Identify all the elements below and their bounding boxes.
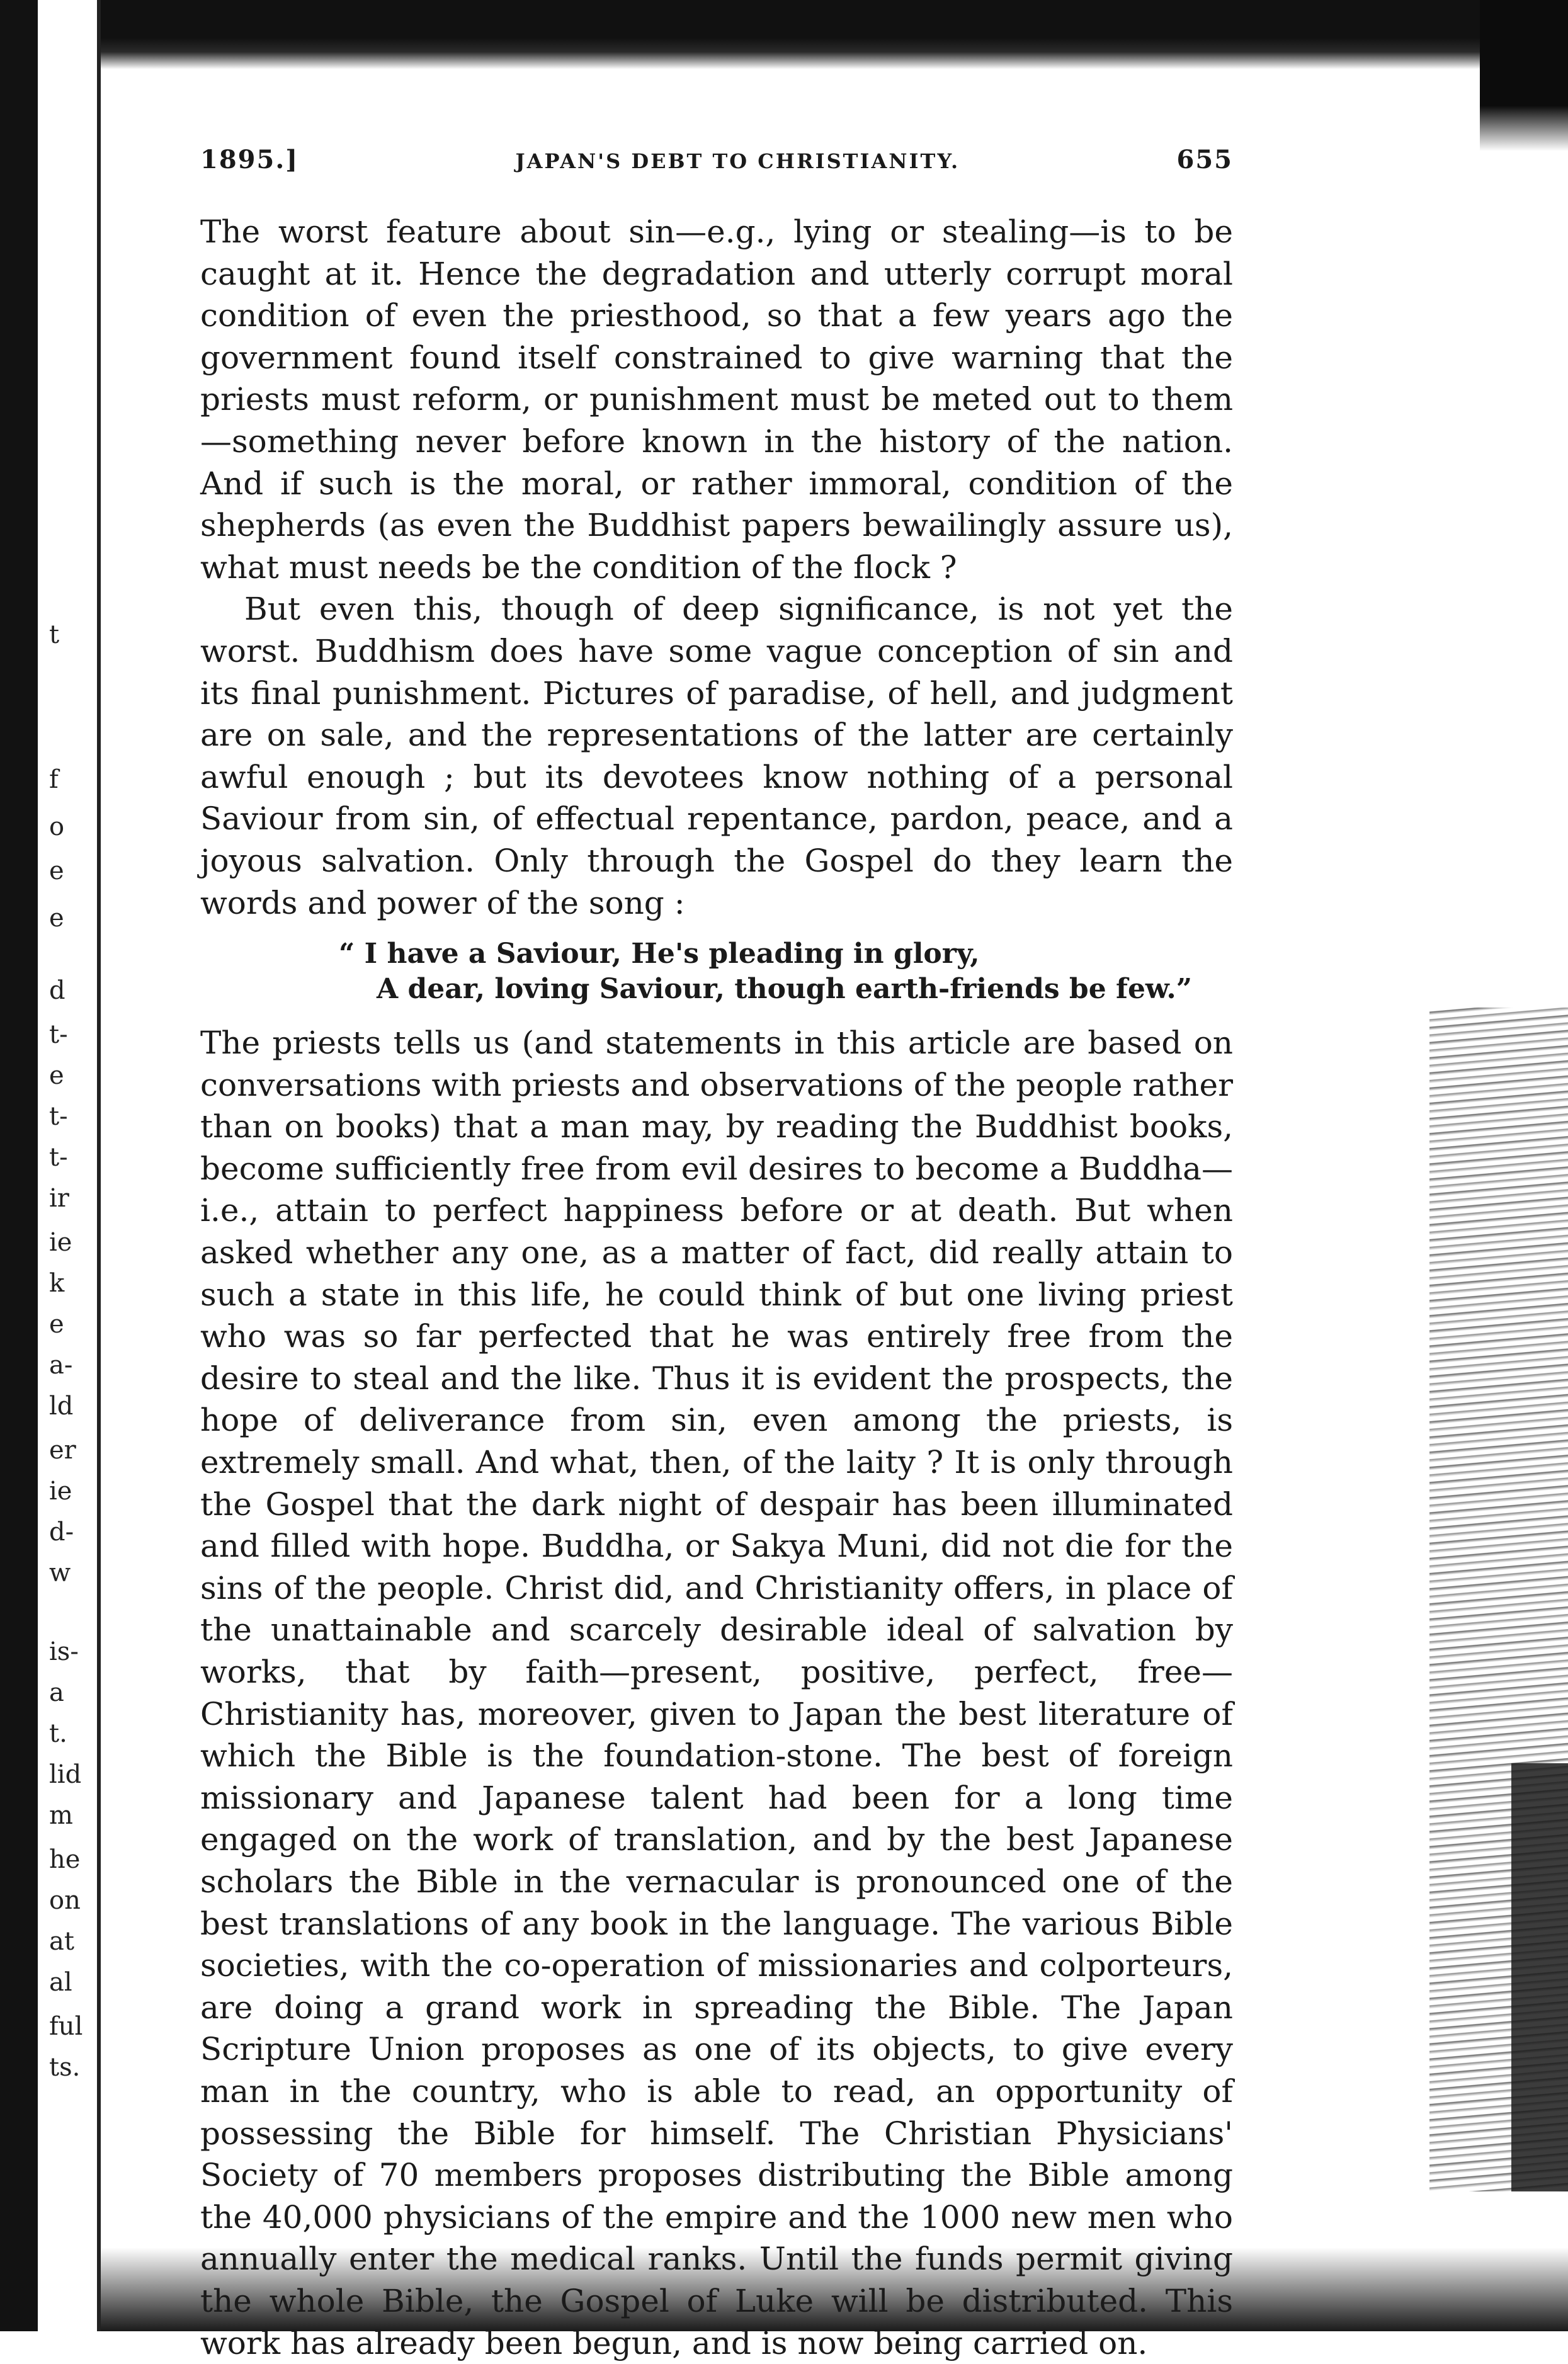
fragment: ie bbox=[49, 1228, 72, 1257]
fragment: d bbox=[49, 976, 65, 1005]
fragment: m bbox=[49, 1801, 73, 1830]
fragment: at bbox=[49, 1927, 74, 1956]
fragment: d- bbox=[49, 1518, 74, 1547]
fragment: e bbox=[49, 856, 64, 885]
fragment: t. bbox=[49, 1719, 67, 1748]
fragment: he bbox=[49, 1845, 81, 1874]
fragment: ir bbox=[49, 1184, 69, 1213]
verse-quotation bbox=[339, 936, 1233, 1007]
fragment: ful bbox=[49, 2012, 83, 2041]
paragraph: The worst feature about sin—e.g., lying or stealing—is to be caught at it. Hence the degradation and utterly corrupt moral condition of even the priesthood, so that a few years ago the government found itself constrained to give warning that the priests must reform, or punishment must be meted out to them—something never before known in the history of the nation. And if such is the moral, or rather immoral, condition of the shepherds (as even the Buddhist papers bewailingly assure us), what must needs be the condition of the flock ? bbox=[200, 213, 1233, 586]
scan-right-edge-shadow bbox=[1511, 1763, 1568, 2204]
fragment: e bbox=[49, 1061, 64, 1090]
fragment: e bbox=[49, 904, 64, 933]
fragment: er bbox=[49, 1436, 76, 1465]
verse-line: “ I have a Saviour, He's pleading in glory, bbox=[339, 938, 980, 970]
fragment: t- bbox=[49, 1020, 68, 1049]
fragment: t bbox=[49, 620, 60, 649]
fragment: is- bbox=[49, 1637, 79, 1666]
fragment: al bbox=[49, 1968, 72, 1997]
paragraph: The priests tells us (and statements in this article are based on conversations with priests and observations of the people rather than on books) that a man may, by reading the Buddhist books, become sufficiently free from evil desires to become a Buddha—i.e., attain to perfect happiness before or at death. But when asked whether any one, as a matter of fact, did really attain to such a state in this life, he could think of but one living priest who was so far perfected that he was entirely free from the desire to steal and the like. Thus it is evident the prospects, the hope of deliverance from sin, even among the priests, is extremely small. And what, then, of the laity ? It is only through the Gospel that the dark night of despair has been illuminated and filled with hope. Buddha, or Sakya Muni, did not die for the sins of the people. Christ did, and Christianity offers, in place of the unattainable and scarcely desirable ideal of salvation by works, that by faith—present, positive, perfect, free—Christianity has, moreover, given to Japan the best literature of which the Bible is the foundation-stone. The best of foreign missionary and Japanese talent had been for a long time engaged on the work of translation, and by the best Japanese scholars the Bible in the vernacular is pronounced one of the best translations of any book in the language. The various Bible societies, with the co-operation of missionaries and colporteurs, are doing a grand work in spreading the Bible. The Japan Scripture Union proposes as one of its objects, to give every man in the country, who is able to read, an opportunity of possessing the Bible for himself. The Christian Physicians' Society of 70 members proposes distributing the Bible among the 40,000 physicians of the empire and the 1000 new men who annually enter the medical ranks. Until the funds permit giving the whole Bible, the Gospel of Luke will be distributed. This work has already been begun, and is now being carried on. bbox=[200, 1025, 1233, 2361]
fragment: lid bbox=[49, 1760, 82, 1789]
facing-page-fragments bbox=[43, 0, 101, 2331]
fragment: on bbox=[49, 1886, 81, 1915]
paragraph: But even this, though of deep significance, is not yet the worst. Buddhism does have some vague conception of sin and its final punishment. Pictures of paradise, of hell, and judgment are on sale, and the representations of the latter are certainly awful enough ; but its devotees know nothing of a personal Saviour from sin, of effectual repentance, pardon, peace, and a joyous salvation. Only through the Gospel do they learn the words and power of the song : bbox=[200, 591, 1233, 921]
running-header bbox=[200, 145, 1233, 174]
scan-top-shadow bbox=[0, 0, 1568, 69]
fragment: f bbox=[49, 765, 59, 794]
fragment: ie bbox=[49, 1477, 72, 1506]
fragment: e bbox=[49, 1310, 64, 1339]
verse-line: A dear, loving Saviour, though earth-friends be few.” bbox=[377, 973, 1193, 1006]
fragment: k bbox=[49, 1269, 65, 1298]
scan-top-right-shadow bbox=[1480, 0, 1568, 151]
header-title: JAPAN'S DEBT TO CHRISTIANITY. bbox=[515, 149, 960, 173]
fragment: t- bbox=[49, 1143, 68, 1172]
page-body bbox=[200, 145, 1233, 2364]
page-number: 655 bbox=[1176, 145, 1233, 174]
fragment: t- bbox=[49, 1102, 68, 1131]
fragment: a- bbox=[49, 1351, 73, 1380]
fragment: ld bbox=[49, 1392, 74, 1421]
header-year: 1895.] bbox=[200, 145, 299, 174]
fragment: w bbox=[49, 1559, 71, 1588]
fragment: ts. bbox=[49, 2053, 81, 2082]
fragment: o bbox=[49, 812, 65, 841]
fragment: a bbox=[49, 1678, 64, 1707]
